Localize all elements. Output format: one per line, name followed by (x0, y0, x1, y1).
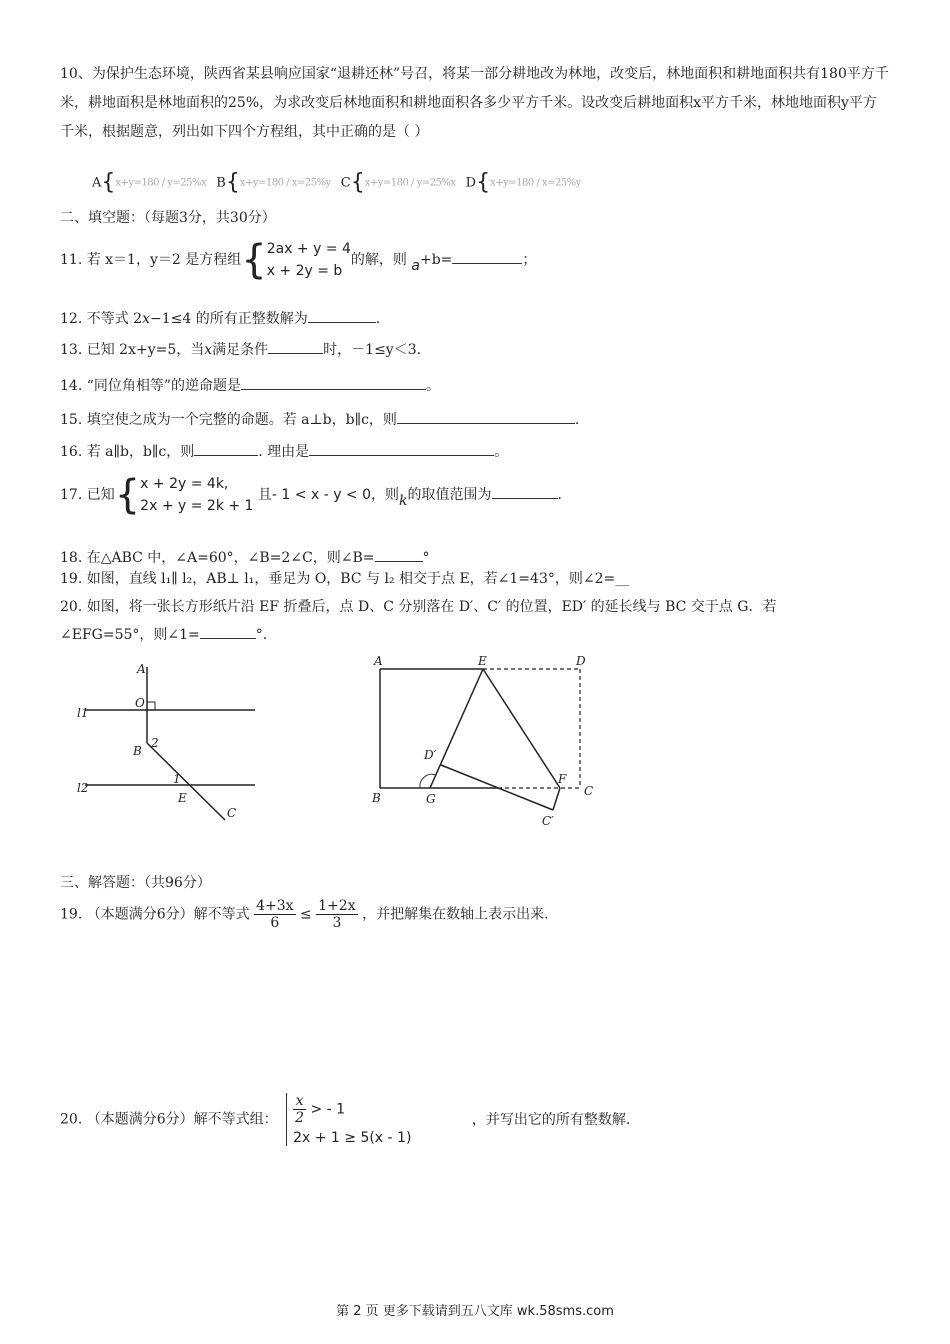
option-c[interactable]: C{x+y=180 / y=25%x (340, 170, 456, 195)
label-C: C (227, 806, 237, 820)
label-A: A (137, 662, 146, 676)
label-F: F (558, 772, 567, 786)
option-a[interactable]: A{x+y=180 / y=25%x (92, 170, 207, 195)
problem-19: 19. （本题满分6分）解不等式 $\frac{4+3x}{6}$ ≤ $\frac{1+2x}{3}$ ，并把解集在数轴上表示出来. (60, 898, 549, 931)
label-D: D (576, 655, 586, 668)
answer-blank[interactable] (375, 546, 423, 562)
label-G: G (426, 792, 436, 806)
label-B: B (133, 744, 142, 758)
problem-20: 20. （本题满分6分）解不等式组： $\frac{x}{2}$ > - 1 2x + 1 ≥ 5(x - 1) ，并写出它的所有整数解. (60, 1093, 631, 1146)
section-2-heading: 二、填空题：（每题3分，共30分） (60, 210, 276, 226)
option-b[interactable]: B{x+y=180 / x=25%y (216, 170, 331, 195)
line-eg (430, 669, 483, 788)
inequality-system: $\frac{x}{2}$ > - 1 2x + 1 ≥ 5(x - 1) (286, 1093, 411, 1146)
label-C: C (584, 784, 594, 798)
answer-blank[interactable] (200, 623, 256, 639)
question-13: 13. 已知 2x+y=5，当x满足条件 时，－1≤y＜3. (60, 338, 421, 359)
label-1: 1 (173, 772, 181, 786)
answer-blank[interactable] (452, 248, 522, 264)
answer-blank[interactable] (492, 483, 558, 499)
label-C-prime: C′ (542, 814, 554, 828)
option-d[interactable]: D{x+y=180 / x=25%y (465, 170, 581, 195)
figure-parallel-lines (75, 655, 275, 830)
question-11: 11. 若 x＝1，y＝2 是方程组{ 2ax + y = 4 x + 2y = b 的解，则 a+b= ； (60, 237, 537, 283)
question-12: 12. 不等式 2x−1≤4 的所有正整数解为 . (60, 307, 380, 328)
question-18: 18. 在△ABC 中，∠A=60°，∠B=2∠C，则∠B= ° (60, 546, 430, 567)
question-15: 15. 填空使之成为一个完整的命题。若 a⊥b，b∥c，则 . (60, 408, 579, 429)
fold-ef (483, 669, 560, 788)
edge-cf-prime (553, 788, 560, 810)
question-10-text: 10、为保护生态环境，陕西省某县响应国家“退耕还林”号召，将某一部分耕地改为林地，改变后，林地面积和耕地面积共有180平方千米，耕地面积是林地面积的25%，为求改变后林地面积和耕地面积各多少平方千米。设改变后耕地面积x平方千米，林地地面积y平方千米，根据题意，列出如下四个方程组，其中正确的是（ ） (60, 66, 889, 140)
question-14: 14. “同位角相等”的逆命题是 。 (60, 374, 440, 395)
right-angle-mark (147, 702, 155, 710)
label-l1: l1 (77, 706, 89, 720)
section-3-heading: 三、解答题：（共96分） (60, 875, 211, 891)
line-bc (147, 743, 225, 820)
label-2: 2 (151, 736, 159, 750)
label-E: E (478, 655, 487, 668)
answer-blank[interactable] (241, 374, 426, 390)
answer-blank[interactable] (397, 408, 575, 424)
answer-blank[interactable] (308, 307, 376, 323)
question-20-fill-line1: 20. 如图，将一张长方形纸片沿 EF 折叠后，点 D、C 分别落在 D′、C′ 的位置，ED′ 的延长线与 BC 交于点 G．若 (60, 599, 777, 615)
question-19-fill: 19. 如图，直线 l₁∥ l₂，AB⊥ l₁，垂足为 O，BC 与 l₂ 相交于点 E，若∠1=43°，则∠2=__ (60, 571, 630, 587)
answer-blank[interactable] (194, 440, 258, 456)
label-l2: l2 (77, 781, 89, 795)
question-16: 16. 若 a∥b，b∥c，则 . 理由是 。 (60, 440, 508, 461)
label-A: A (374, 655, 383, 668)
answer-blank[interactable] (309, 440, 494, 456)
page-footer: 第 2 页 更多下载请到五八文库 wk.58sms.com (336, 1304, 614, 1319)
question-17: 17. 已知{ x + 2y = 4k, 2x + y = 2k + 1 且- 1 < x - y < 0，则k的取值范围为 . (60, 472, 562, 518)
label-O: O (135, 696, 145, 710)
figure-folded-rectangle (368, 655, 608, 830)
label-D-prime: D′ (424, 748, 437, 762)
question-20-fill-line2: ∠EFG=55°，则∠1= °. (60, 623, 267, 644)
label-B: B (372, 791, 381, 805)
question-10-options (92, 172, 587, 194)
label-E: E (178, 791, 187, 805)
answer-blank[interactable] (268, 338, 323, 354)
